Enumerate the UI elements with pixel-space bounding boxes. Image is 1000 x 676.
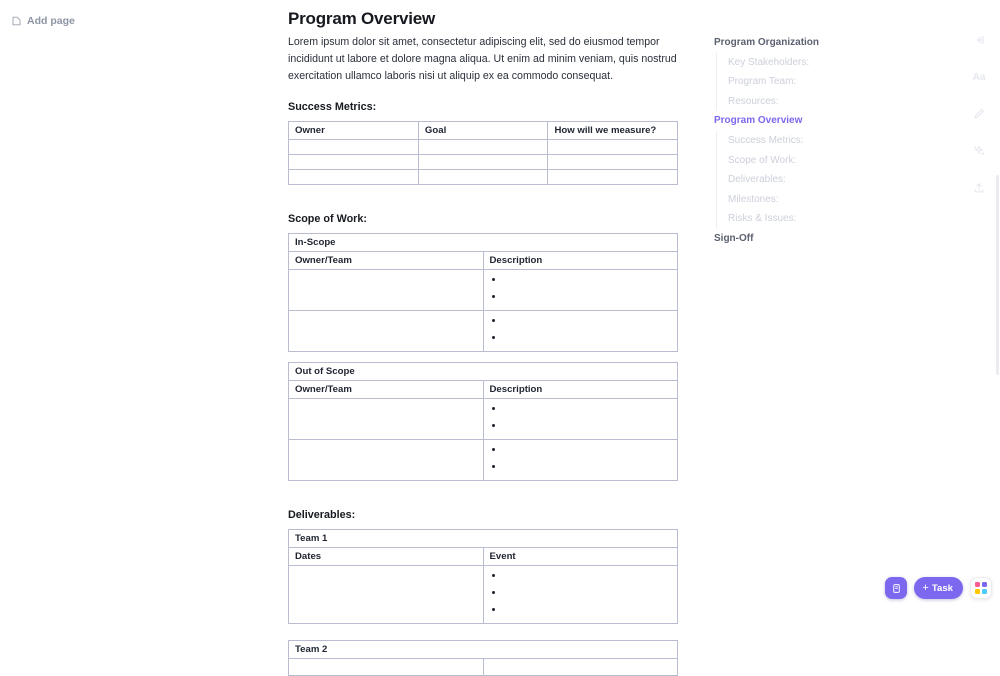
cell-goal[interactable] — [418, 170, 548, 185]
column-header-event: Event — [483, 548, 678, 566]
cell-description[interactable] — [483, 311, 678, 352]
page-plus-icon — [12, 16, 21, 26]
column-header-event — [483, 659, 678, 676]
bullet-item[interactable] — [500, 314, 672, 331]
cell-owner-team[interactable] — [289, 311, 484, 352]
document-outline-panel — [714, 33, 919, 249]
table-header-row — [289, 252, 678, 270]
column-header-dates — [289, 659, 484, 676]
collapse-panel-icon[interactable] — [967, 28, 991, 52]
table-title-in-scope: In-Scope — [289, 234, 678, 252]
section-heading-scope-of-work: Scope of Work: — [288, 213, 367, 226]
left-rail — [0, 0, 288, 607]
table-header-row — [289, 122, 678, 140]
cell-owner[interactable] — [289, 170, 419, 185]
table-row[interactable] — [289, 155, 678, 170]
outline-item-deliverables[interactable]: Deliverables: — [714, 170, 919, 190]
share-upload-icon[interactable] — [967, 176, 991, 200]
table-row[interactable] — [289, 170, 678, 185]
spacer — [288, 483, 696, 507]
table-title-out-of-scope: Out of Scope — [289, 363, 678, 381]
outline-item-program-organization[interactable]: Program Organization — [714, 37, 820, 48]
table-title-team-2: Team 2 — [289, 641, 678, 659]
column-header-owner-team: Owner/Team — [289, 252, 484, 270]
add-page-button[interactable] — [8, 13, 79, 29]
outline-item-success-metrics[interactable]: Success Metrics: — [714, 131, 919, 151]
apps-grid-squares — [975, 582, 987, 594]
outline-item-program-team[interactable]: Program Team: — [714, 72, 919, 92]
team-2-table[interactable] — [288, 640, 678, 676]
cell-description[interactable] — [483, 270, 678, 311]
bullet-item[interactable] — [500, 419, 672, 436]
bullet-item[interactable] — [500, 460, 672, 477]
bullet-list — [490, 314, 672, 348]
column-header-goal: Goal — [418, 122, 548, 140]
floating-action-row — [885, 577, 992, 599]
cell-owner[interactable] — [289, 155, 419, 170]
bullet-list — [490, 402, 672, 436]
bullet-item[interactable] — [500, 331, 672, 348]
outline-item-key-stakeholders[interactable]: Key Stakeholders: — [714, 53, 919, 73]
cell-owner-team[interactable] — [289, 270, 484, 311]
column-header-owner: Owner — [289, 122, 419, 140]
intro-paragraph: Lorem ipsum dolor sit amet, consectetur adipiscing elit, sed do eiusmod tempor incididunt ut labore et dolore magna aliqua. Ut enim ad minim veniam, quis nostrud exercitation ullamco laboris nisi ut aliquip ex ea commodo consequat. — [288, 36, 677, 82]
spacer — [288, 187, 696, 211]
cell-goal[interactable] — [418, 155, 548, 170]
outline-item-sign-off[interactable]: Sign-Off — [714, 232, 754, 244]
out-of-scope-table[interactable] — [288, 362, 678, 481]
bullet-item[interactable] — [500, 290, 672, 307]
success-metrics-table[interactable] — [288, 121, 678, 185]
table-span-header-row — [289, 530, 678, 548]
cell-description[interactable] — [483, 399, 678, 440]
table-row[interactable] — [289, 440, 678, 481]
in-scope-table[interactable] — [288, 233, 678, 352]
document-body — [288, 0, 696, 656]
outline-item-program-overview[interactable]: Program Overview — [714, 115, 803, 127]
table-header-row — [289, 381, 678, 399]
table-row[interactable] — [289, 566, 678, 624]
cell-measure[interactable] — [548, 155, 678, 170]
spacer — [288, 626, 696, 640]
column-header-owner-team: Owner/Team — [289, 381, 484, 399]
table-title-team-1: Team 1 — [289, 530, 678, 548]
table-span-header-row — [289, 641, 678, 659]
bullet-item[interactable] — [500, 443, 672, 460]
table-row[interactable] — [289, 311, 678, 352]
add-task-label: Task — [931, 582, 953, 594]
outline-item-risks-issues[interactable]: Risks & Issues: — [714, 209, 919, 229]
bullet-list — [490, 443, 672, 477]
column-header-description: Description — [483, 252, 678, 270]
column-header-measure: How will we measure? — [548, 122, 678, 140]
outline-item-resources[interactable]: Resources: — [714, 92, 919, 112]
section-heading-success-metrics: Success Metrics: — [288, 101, 377, 114]
apps-grid-icon[interactable] — [970, 577, 992, 599]
cell-owner-team[interactable] — [289, 440, 484, 481]
add-task-button[interactable] — [914, 577, 963, 599]
cell-measure[interactable] — [548, 140, 678, 155]
table-row[interactable] — [289, 140, 678, 155]
cell-measure[interactable] — [548, 170, 678, 185]
cell-goal[interactable] — [418, 140, 548, 155]
add-page-label: Add page — [27, 15, 75, 27]
plus-icon: + — [922, 581, 929, 594]
table-row[interactable] — [289, 399, 678, 440]
table-span-header-row — [289, 234, 678, 252]
table-header-row — [289, 659, 678, 676]
cell-event[interactable] — [483, 566, 678, 624]
text-format-icon[interactable]: Aa — [972, 71, 986, 83]
team-1-table[interactable] — [288, 529, 678, 624]
table-row[interactable] — [289, 270, 678, 311]
bullet-item[interactable] — [500, 603, 672, 620]
spacer — [288, 354, 696, 362]
outline-item-milestones[interactable]: Milestones: — [714, 190, 919, 210]
bullet-list — [490, 273, 672, 307]
page-title: Program Overview — [288, 9, 436, 28]
section-heading-deliverables: Deliverables: — [288, 509, 356, 522]
column-header-description: Description — [483, 381, 678, 399]
cell-owner[interactable] — [289, 140, 419, 155]
bullet-item[interactable] — [500, 273, 672, 290]
column-header-dates: Dates — [289, 548, 484, 566]
bullet-list — [490, 569, 672, 620]
table-span-header-row — [289, 363, 678, 381]
pencil-edit-icon[interactable] — [967, 102, 991, 126]
right-toolbar — [964, 28, 994, 200]
vertical-scrollbar[interactable] — [996, 175, 999, 375]
note-icon[interactable] — [885, 577, 907, 599]
bullet-item[interactable] — [500, 586, 672, 603]
cell-dates[interactable] — [289, 566, 484, 624]
bullet-item[interactable] — [500, 569, 672, 586]
ai-sparkle-icon[interactable] — [967, 139, 991, 163]
outline-item-scope-of-work[interactable]: Scope of Work: — [714, 151, 919, 171]
cell-description[interactable] — [483, 440, 678, 481]
cell-owner-team[interactable] — [289, 399, 484, 440]
table-header-row — [289, 548, 678, 566]
bullet-item[interactable] — [500, 402, 672, 419]
